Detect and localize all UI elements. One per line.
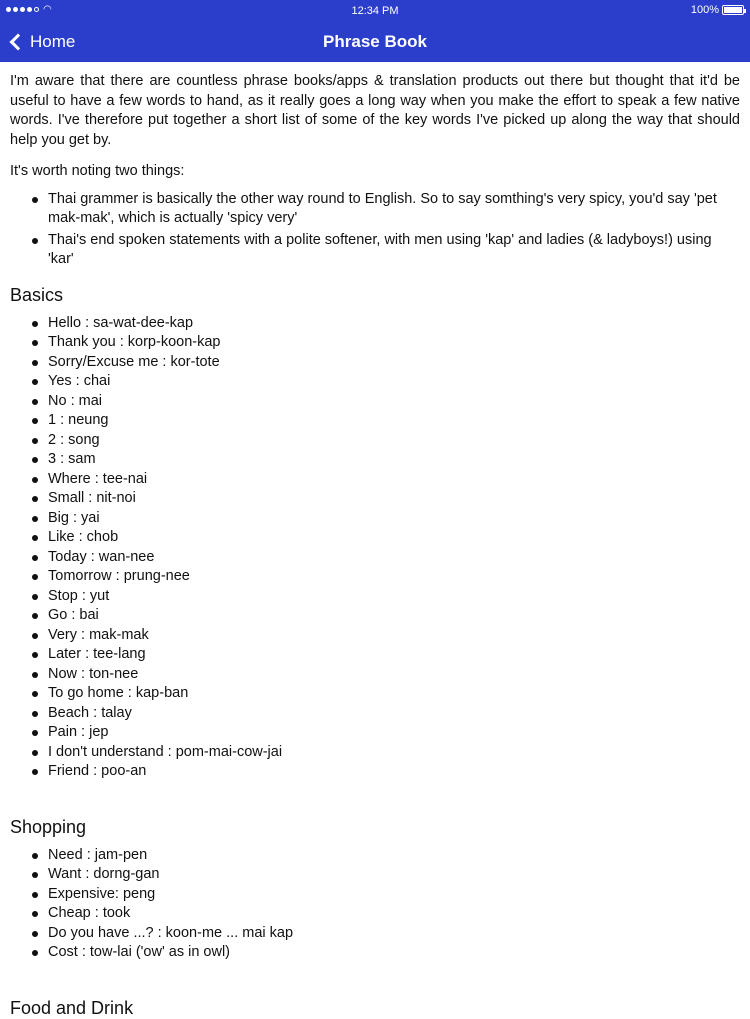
list-item: Tomorrow : prung-nee — [10, 567, 740, 587]
list-item: Hello : sa-wat-dee-kap — [10, 314, 740, 334]
list-item: Go : bai — [10, 606, 740, 626]
list-item: Beach : talay — [10, 704, 740, 724]
list-item: No : mai — [10, 392, 740, 412]
signal-strength-icon — [6, 7, 39, 12]
basics-list — [10, 314, 740, 782]
notes-heading: It's worth noting two things: — [10, 163, 185, 179]
list-item: Friend : poo-an — [10, 762, 740, 782]
list-item: I don't understand : pom-mai-cow-jai — [10, 743, 740, 763]
list-item: To go home : kap-ban — [10, 684, 740, 704]
list-item: Where : tee-nai — [10, 470, 740, 490]
list-item: Stop : yut — [10, 587, 740, 607]
list-item: 3 : sam — [10, 450, 740, 470]
list-item: Yes : chai — [10, 372, 740, 392]
note-item: Thai grammer is basically the other way round to English. So to say somthing's very spicy, you'd say 'pet mak-mak', which is actually 'spicy very' — [10, 190, 740, 229]
signal-indicator — [6, 4, 52, 15]
list-item: Thank you : korp-koon-kap — [10, 333, 740, 353]
intro-paragraph: I'm aware that there are countless phrase books/apps & translation products out there but thought that it'd be useful to have a few words to hand, as it really goes a long way when you make the effort to speak a few native words. I've therefore put together a short list of some of the key words I've picked up along the way that should help you get by. — [10, 73, 740, 148]
list-item: Very : mak-mak — [10, 626, 740, 646]
phrase-book-content[interactable] — [0, 62, 750, 1018]
list-item: Sorry/Excuse me : kor-tote — [10, 353, 740, 373]
section-title-basics: Basics — [10, 284, 64, 305]
page-title: Phrase Book — [323, 32, 427, 51]
list-item: Do you have ...? : koon-me ... mai kap — [10, 924, 740, 944]
list-item: Today : wan-nee — [10, 548, 740, 568]
section-title-shopping: Shopping — [10, 816, 87, 837]
list-item: Small : nit-noi — [10, 489, 740, 509]
back-button-label: Home — [30, 32, 76, 51]
list-item: Pain : jep — [10, 723, 740, 743]
list-item: 1 : neung — [10, 411, 740, 431]
wifi-icon: ◠ — [43, 4, 52, 15]
list-item: Later : tee-lang — [10, 645, 740, 665]
battery-indicator — [691, 4, 744, 16]
list-item: Now : ton-nee — [10, 665, 740, 685]
section-title-food-and-drink: Food and Drink — [10, 997, 134, 1018]
note-item: Thai's end spoken statements with a polite softener, with men using 'kap' and ladies (& ladyboys!) using 'kar' — [10, 231, 740, 270]
list-item: Want : dorng-gan — [10, 865, 740, 885]
list-item: Cost : tow-lai ('ow' as in owl) — [10, 943, 740, 963]
shopping-list — [10, 846, 740, 963]
navigation-bar — [0, 22, 750, 62]
list-item: Like : chob — [10, 528, 740, 548]
status-bar — [0, 0, 750, 22]
list-item: Need : jam-pen — [10, 846, 740, 866]
list-item: Cheap : took — [10, 904, 740, 924]
status-time: 12:34 PM — [351, 5, 399, 17]
list-item: Expensive: peng — [10, 885, 740, 905]
battery-percent: 100% — [690, 4, 719, 16]
list-item: Big : yai — [10, 509, 740, 529]
battery-icon — [722, 5, 744, 15]
notes-list — [10, 190, 740, 270]
chevron-left-icon — [10, 34, 27, 51]
list-item: 2 : song — [10, 431, 740, 451]
back-button[interactable] — [8, 22, 75, 62]
